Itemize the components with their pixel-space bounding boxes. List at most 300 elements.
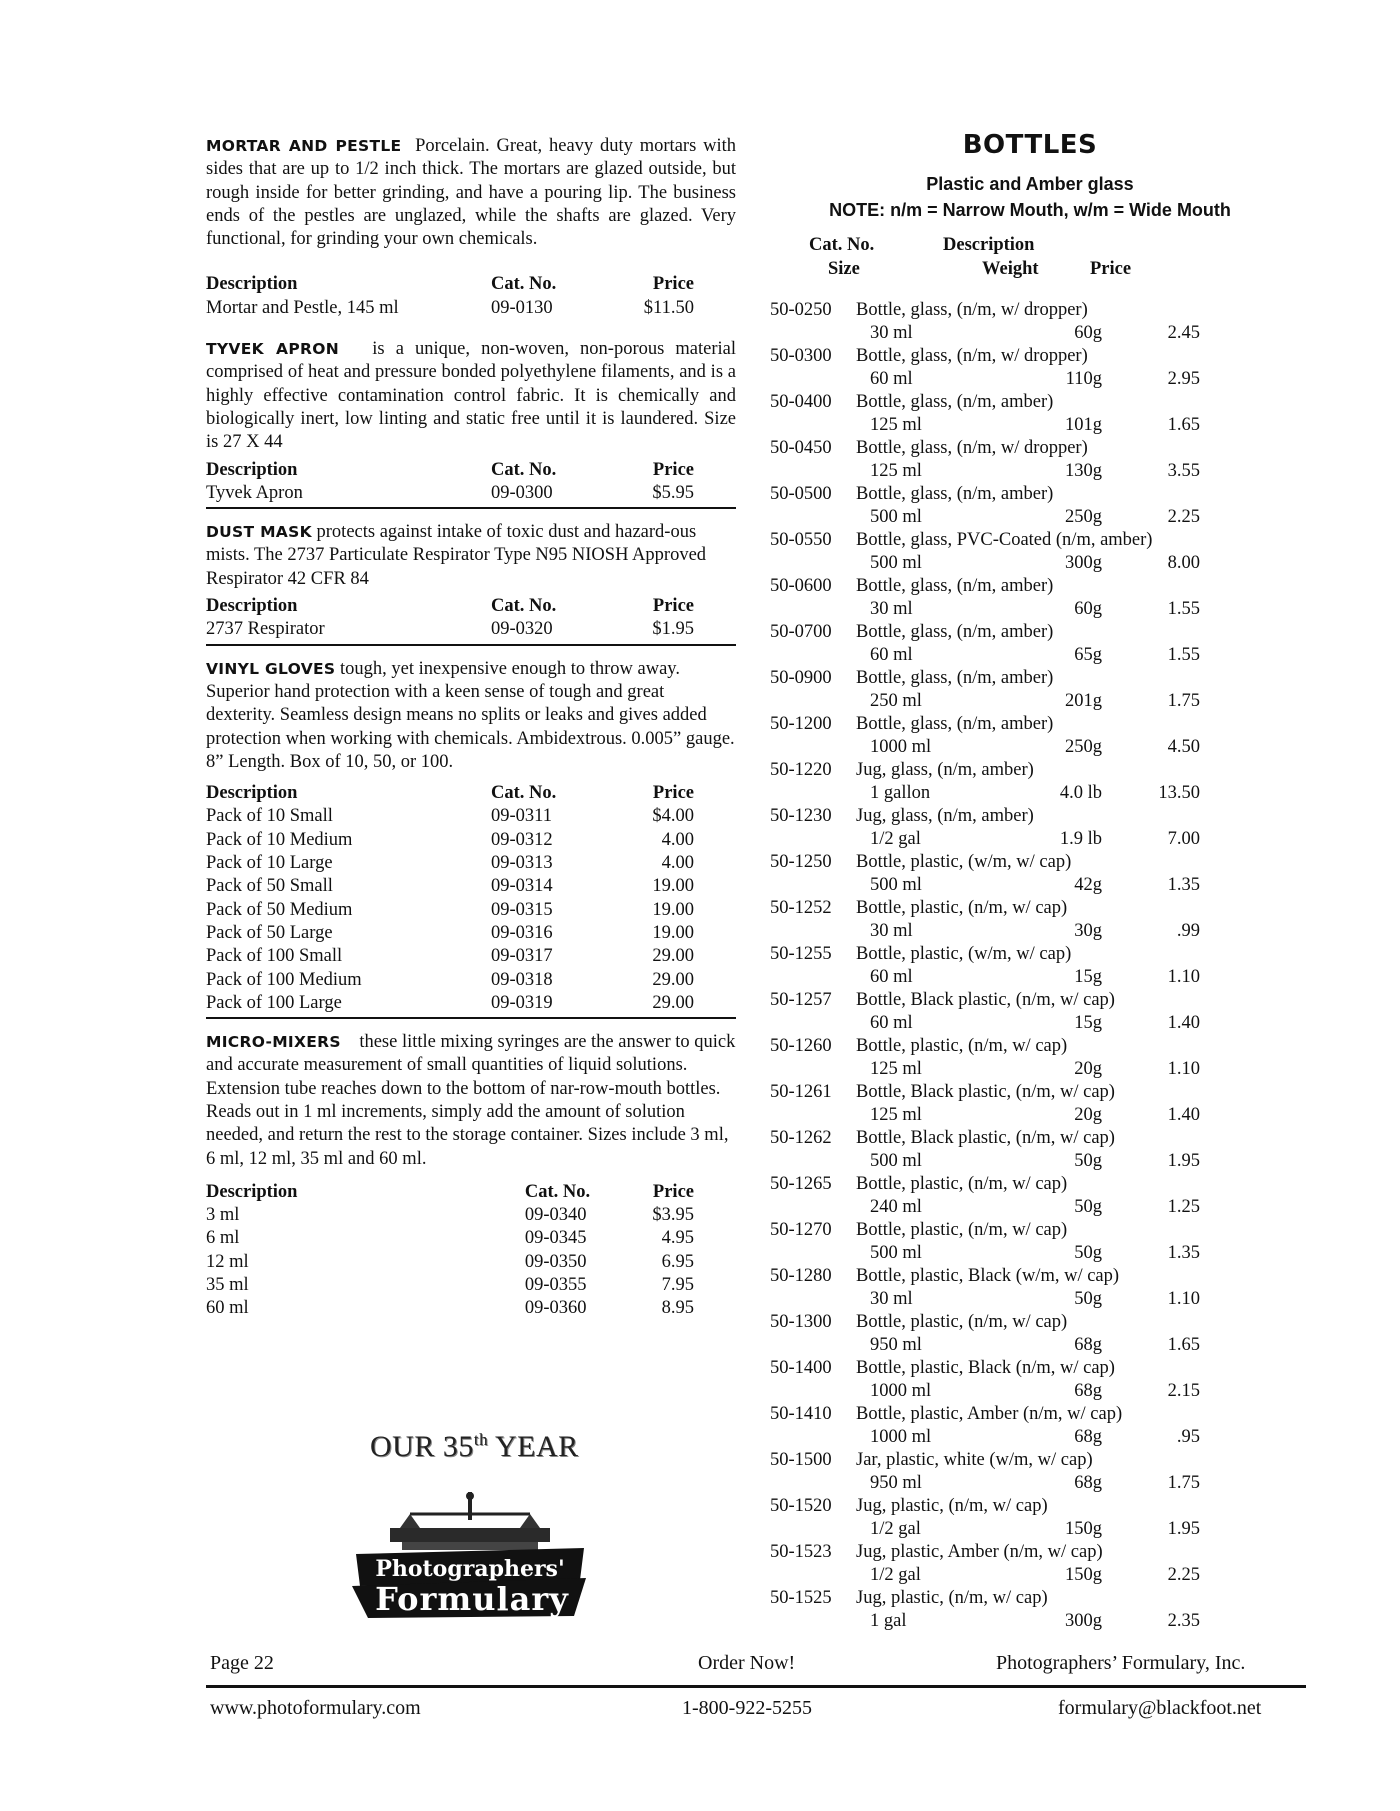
cell-price: 4.00 — [661, 829, 694, 850]
item-description: Bottle, glass, (n/m, w/ dropper) — [856, 438, 1088, 458]
item-size: 1/2 gal — [870, 1519, 921, 1539]
cell-description: Tyvek Apron — [206, 482, 303, 503]
cell-catno: 09-0340 — [524, 1205, 587, 1226]
table-row — [206, 969, 736, 992]
item-weight: 201g — [1065, 691, 1102, 711]
col-price: Price — [652, 783, 694, 804]
mask-text: protects against intake of toxic dust and hazard-ous mists. The 2737 Particulate Respirator Type N95 NIOSH Approved Respirator 42 CFR 84 — [206, 522, 707, 589]
logo-line1: Photographers' — [375, 1556, 565, 1582]
col-size: Size — [828, 259, 860, 279]
gloves-description — [206, 658, 736, 774]
item-catno: 50-1255 — [770, 944, 832, 964]
table-row — [206, 618, 736, 641]
item-catno: 50-0900 — [770, 668, 832, 688]
list-item — [770, 1495, 1290, 1541]
section-divider — [206, 644, 736, 646]
item-price: 3.55 — [1167, 461, 1200, 481]
item-size: 125 ml — [870, 461, 922, 481]
item-weight: 50g — [1074, 1243, 1102, 1263]
col-catno: Cat. No. — [491, 596, 557, 617]
gloves-section — [206, 658, 736, 1019]
cell-description: 2737 Respirator — [206, 619, 325, 640]
list-item — [770, 851, 1290, 897]
cell-description: Pack of 10 Medium — [206, 829, 353, 850]
col-weight: Weight — [982, 259, 1039, 279]
table-header-row — [206, 273, 736, 296]
cell-price: 29.00 — [652, 992, 694, 1013]
anniversary-number: OUR 35 — [370, 1430, 474, 1463]
cell-description: 3 ml — [206, 1205, 240, 1226]
item-description: Bottle, plastic, (w/m, w/ cap) — [856, 852, 1072, 872]
item-catno: 50-1220 — [770, 760, 832, 780]
cell-description: Pack of 100 Medium — [206, 969, 362, 990]
item-weight: 68g — [1074, 1335, 1102, 1355]
cell-description: Pack of 50 Large — [206, 922, 333, 943]
cell-price: $5.95 — [652, 482, 694, 503]
list-item — [770, 667, 1290, 713]
anniversary-text — [370, 1430, 579, 1464]
mixers-table — [206, 1181, 736, 1321]
list-item — [770, 1035, 1290, 1081]
col-price: Price — [652, 459, 694, 480]
item-price: 2.25 — [1167, 1565, 1200, 1585]
item-description: Bottle, Black plastic, (n/m, w/ cap) — [856, 1082, 1115, 1102]
table-row — [206, 829, 736, 852]
item-catno: 50-1262 — [770, 1128, 832, 1148]
cell-catno: 09-0317 — [491, 946, 553, 967]
item-size: 30 ml — [870, 323, 913, 343]
cell-catno: 09-0320 — [491, 619, 553, 640]
item-description: Bottle, plastic, (n/m, w/ cap) — [856, 1312, 1068, 1332]
gloves-heading: VINYL GLOVES — [206, 659, 336, 678]
cell-price: 4.00 — [661, 853, 694, 874]
item-weight: 4.0 lb — [1059, 783, 1102, 803]
cell-description: 60 ml — [206, 1298, 249, 1319]
list-item — [770, 437, 1290, 483]
cell-catno: 09-0319 — [491, 992, 553, 1013]
item-description: Bottle, plastic, (n/m, w/ cap) — [856, 1174, 1068, 1194]
item-price: 1.95 — [1167, 1519, 1200, 1539]
cell-description: Pack of 10 Large — [206, 853, 333, 874]
item-catno: 50-0700 — [770, 622, 832, 642]
cell-catno: 09-0355 — [524, 1275, 587, 1296]
mixers-text: these little mixing syringes are the answer to quick and accurate measurement of small quantities of liquid solutions. Extension tube reaches down to the bottom of nar-row-mouth bottles. Reads out in 1 ml increments, simply add the amount of solution needed, and return the rest to the storage container. Sizes include 3 ml, 6 ml, 12 ml, 35 ml and 60 ml. — [206, 1032, 736, 1169]
item-description: Bottle, Black plastic, (n/m, w/ cap) — [856, 1128, 1115, 1148]
item-weight: 110g — [1065, 369, 1102, 389]
item-weight: 1.9 lb — [1059, 829, 1102, 849]
mask-section — [206, 521, 736, 645]
photographers-formulary-logo — [350, 1490, 590, 1620]
item-catno: 50-1500 — [770, 1450, 832, 1470]
item-price: 1.65 — [1167, 1335, 1200, 1355]
cell-description: Pack of 100 Large — [206, 992, 342, 1013]
item-description: Bottle, glass, (n/m, amber) — [856, 668, 1054, 688]
item-catno: 50-1200 — [770, 714, 832, 734]
item-weight: 65g — [1074, 645, 1102, 665]
table-row — [206, 852, 736, 875]
gloves-table — [206, 782, 736, 1015]
table-row — [206, 1227, 736, 1250]
cell-price: $3.95 — [652, 1205, 694, 1226]
item-description: Bottle, glass, (n/m, w/ dropper) — [856, 300, 1088, 320]
item-size: 240 ml — [870, 1197, 922, 1217]
item-size: 500 ml — [870, 875, 922, 895]
mask-table — [206, 595, 736, 642]
item-price: 1.75 — [1167, 691, 1200, 711]
item-catno: 50-1280 — [770, 1266, 832, 1286]
mask-description — [206, 521, 736, 591]
col-description: Description — [206, 459, 298, 480]
bottles-title: BOTTLES — [962, 130, 1098, 160]
item-price: 2.25 — [1167, 507, 1200, 527]
item-catno: 50-0500 — [770, 484, 832, 504]
item-weight: 300g — [1065, 553, 1102, 573]
item-weight: 150g — [1065, 1565, 1102, 1585]
item-size: 30 ml — [870, 1289, 913, 1309]
apron-table — [206, 459, 736, 506]
cell-catno: 09-0312 — [491, 829, 553, 850]
list-item — [770, 1127, 1290, 1173]
item-size: 500 ml — [870, 507, 922, 527]
item-size: 30 ml — [870, 599, 913, 619]
table-row — [206, 1204, 736, 1227]
item-size: 1/2 gal — [870, 1565, 921, 1585]
cell-catno: 09-0130 — [491, 297, 553, 318]
list-item — [770, 1357, 1290, 1403]
item-price: 2.95 — [1167, 369, 1200, 389]
footer-divider — [206, 1685, 1306, 1688]
col-price: Price — [652, 1181, 694, 1202]
section-divider — [206, 1017, 736, 1019]
cell-catno: 09-0360 — [524, 1298, 587, 1319]
list-item — [770, 1541, 1290, 1587]
item-weight: 300g — [1065, 1611, 1102, 1631]
list-item — [770, 713, 1290, 759]
item-price: 13.50 — [1158, 783, 1200, 803]
item-description: Jug, plastic, Amber (n/m, w/ cap) — [856, 1542, 1103, 1562]
cell-catno: 09-0313 — [491, 853, 553, 874]
item-catno: 50-1523 — [770, 1542, 832, 1562]
item-size: 500 ml — [870, 1151, 922, 1171]
item-size: 125 ml — [870, 1105, 922, 1125]
table-row — [206, 482, 736, 505]
item-size: 60 ml — [870, 967, 913, 987]
table-row — [206, 1274, 736, 1297]
mixers-description — [206, 1031, 736, 1171]
col-description: Description — [206, 1181, 298, 1202]
item-size: 1 gal — [870, 1611, 907, 1631]
item-price: 1.35 — [1167, 1243, 1200, 1263]
bottles-subtitle: Plastic and Amber glass — [926, 174, 1134, 194]
item-price: 2.45 — [1167, 323, 1200, 343]
list-item — [770, 1449, 1290, 1495]
item-price: 1.55 — [1167, 599, 1200, 619]
bottles-header-row2 — [770, 259, 1290, 283]
list-item — [770, 1587, 1290, 1633]
item-description: Bottle, glass, (n/m, amber) — [856, 576, 1054, 596]
cell-catno: 09-0314 — [491, 876, 553, 897]
col-price: Price — [652, 596, 694, 617]
cell-description: Pack of 50 Small — [206, 876, 333, 897]
bottles-column — [770, 130, 1290, 1633]
table-row — [206, 1297, 736, 1320]
col-catno: Cat. No. — [491, 783, 557, 804]
item-price: 1.75 — [1167, 1473, 1200, 1493]
item-size: 1000 ml — [870, 1427, 932, 1447]
item-description: Bottle, plastic, Black (w/m, w/ cap) — [856, 1266, 1120, 1286]
item-weight: 60g — [1074, 323, 1102, 343]
item-catno: 50-1250 — [770, 852, 832, 872]
item-description: Bottle, glass, (n/m, w/ dropper) — [856, 346, 1088, 366]
item-price: 4.50 — [1167, 737, 1200, 757]
item-weight: 15g — [1074, 1013, 1102, 1033]
table-header-row — [206, 595, 736, 618]
item-weight: 30g — [1074, 921, 1102, 941]
item-price: 1.10 — [1167, 1059, 1200, 1079]
item-price: .99 — [1176, 921, 1200, 941]
bottles-note: NOTE: n/m = Narrow Mouth, w/m = Wide Mouth — [829, 200, 1231, 220]
table-row — [206, 945, 736, 968]
cell-price: 19.00 — [652, 876, 694, 897]
item-weight: 20g — [1074, 1059, 1102, 1079]
item-size: 500 ml — [870, 1243, 922, 1263]
table-row — [206, 992, 736, 1015]
item-catno: 50-1300 — [770, 1312, 832, 1332]
item-weight: 50g — [1074, 1151, 1102, 1171]
item-description: Jug, plastic, (n/m, w/ cap) — [856, 1588, 1048, 1608]
order-now: Order Now! — [698, 1652, 796, 1674]
col-catno: Cat. No. — [491, 459, 557, 480]
cell-price: $11.50 — [643, 297, 694, 318]
item-description: Bottle, plastic, (w/m, w/ cap) — [856, 944, 1072, 964]
mortar-description — [206, 135, 736, 251]
item-weight: 250g — [1065, 507, 1102, 527]
page-number: Page 22 — [210, 1652, 274, 1674]
item-weight: 68g — [1074, 1427, 1102, 1447]
item-weight: 20g — [1074, 1105, 1102, 1125]
apron-heading: TYVEK APRON — [206, 340, 339, 359]
item-weight: 150g — [1065, 1519, 1102, 1539]
item-price: 1.95 — [1167, 1151, 1200, 1171]
cell-catno: 09-0311 — [491, 806, 552, 827]
item-description: Bottle, glass, (n/m, amber) — [856, 622, 1054, 642]
item-description: Bottle, glass, (n/m, amber) — [856, 484, 1054, 504]
cell-price: 29.00 — [652, 946, 694, 967]
item-weight: 250g — [1065, 737, 1102, 757]
item-catno: 50-1270 — [770, 1220, 832, 1240]
item-weight: 68g — [1074, 1473, 1102, 1493]
item-catno: 50-0600 — [770, 576, 832, 596]
phone-number: 1-800-922-5255 — [682, 1697, 812, 1719]
item-weight: 50g — [1074, 1197, 1102, 1217]
cell-description: Pack of 50 Medium — [206, 899, 353, 920]
table-header-row — [206, 1181, 736, 1204]
item-size: 500 ml — [870, 553, 922, 573]
item-catno: 50-0400 — [770, 392, 832, 412]
cell-catno: 09-0318 — [491, 969, 553, 990]
item-description: Bottle, plastic, Amber (n/m, w/ cap) — [856, 1404, 1123, 1424]
item-price: 1.25 — [1167, 1197, 1200, 1217]
list-item — [770, 345, 1290, 391]
item-size: 60 ml — [870, 1013, 913, 1033]
item-description: Jug, glass, (n/m, amber) — [856, 760, 1034, 780]
item-catno: 50-1410 — [770, 1404, 832, 1424]
cell-catno: 09-0345 — [524, 1228, 587, 1249]
anniversary-suffix: th — [473, 1430, 489, 1449]
list-item — [770, 483, 1290, 529]
cell-price: 29.00 — [652, 969, 694, 990]
table-row — [206, 297, 736, 320]
list-item — [770, 1311, 1290, 1357]
item-size: 125 ml — [870, 1059, 922, 1079]
item-size: 1/2 gal — [870, 829, 921, 849]
col-description: Description — [206, 274, 298, 295]
cell-price: 4.95 — [661, 1228, 694, 1249]
item-description: Bottle, Black plastic, (n/m, w/ cap) — [856, 990, 1115, 1010]
item-weight: 42g — [1074, 875, 1102, 895]
col-catno: Cat. No. — [524, 1181, 591, 1202]
list-item — [770, 1081, 1290, 1127]
gloves-table-body — [206, 805, 736, 1015]
item-price: 1.55 — [1167, 645, 1200, 665]
cell-description: Pack of 100 Small — [206, 946, 343, 967]
item-description: Jar, plastic, white (w/m, w/ cap) — [856, 1450, 1093, 1470]
table-row — [206, 1251, 736, 1274]
item-size: 950 ml — [870, 1335, 922, 1355]
email-link[interactable]: formulary@blackfoot.net — [1058, 1697, 1262, 1719]
apron-section — [206, 338, 736, 509]
item-price: 7.00 — [1167, 829, 1200, 849]
list-item — [770, 1173, 1290, 1219]
bottles-list — [770, 299, 1290, 1633]
item-price: 8.00 — [1167, 553, 1200, 573]
cell-description: Pack of 10 Small — [206, 806, 333, 827]
list-item — [770, 943, 1290, 989]
cell-price: 19.00 — [652, 899, 694, 920]
table-header-row — [206, 459, 736, 482]
list-item — [770, 1265, 1290, 1311]
item-catno: 50-0250 — [770, 300, 832, 320]
col-price: Price — [652, 274, 694, 295]
mixers-table-body — [206, 1204, 736, 1320]
mixers-section — [206, 1031, 736, 1321]
cell-catno: 09-0315 — [491, 899, 553, 920]
item-description: Bottle, plastic, (n/m, w/ cap) — [856, 898, 1068, 918]
item-catno: 50-0450 — [770, 438, 832, 458]
col-catno: Cat. No. — [809, 235, 875, 255]
list-item — [770, 299, 1290, 345]
cell-price: 19.00 — [652, 922, 694, 943]
item-price: 1.65 — [1167, 415, 1200, 435]
item-catno: 50-1252 — [770, 898, 832, 918]
table-row — [206, 922, 736, 945]
item-weight: 50g — [1074, 1289, 1102, 1309]
list-item — [770, 529, 1290, 575]
item-catno: 50-0300 — [770, 346, 832, 366]
item-weight: 15g — [1074, 967, 1102, 987]
item-price: 1.40 — [1167, 1105, 1200, 1125]
item-size: 30 ml — [870, 921, 913, 941]
list-item — [770, 805, 1290, 851]
list-item — [770, 1219, 1290, 1265]
item-size: 250 ml — [870, 691, 922, 711]
footer-top — [206, 1652, 1296, 1678]
mortar-table — [206, 273, 736, 320]
item-size: 125 ml — [870, 415, 922, 435]
item-size: 950 ml — [870, 1473, 922, 1493]
cell-price: 6.95 — [661, 1251, 694, 1272]
balance-scale-icon — [390, 1492, 550, 1550]
anniversary-year: YEAR — [488, 1430, 579, 1463]
cell-price: 7.95 — [661, 1275, 694, 1296]
item-price: 2.35 — [1167, 1611, 1200, 1631]
list-item — [770, 391, 1290, 437]
item-catno: 50-1520 — [770, 1496, 832, 1516]
col-description: Description — [206, 783, 298, 804]
col-price: Price — [1090, 259, 1132, 279]
col-description: Description — [943, 235, 1035, 255]
item-description: Jug, glass, (n/m, amber) — [856, 806, 1034, 826]
gloves-text: tough, yet inexpensive enough to throw away. Superior hand protection with a keen sense of tough and great dexterity. Seamless design means no splits or leaks and gives added protection when working with chemicals. Ambidextrous. 0.005” gauge. 8” Length. Box of 10, 50, or 100. — [206, 658, 735, 772]
cell-description: 6 ml — [206, 1228, 240, 1249]
item-description: Bottle, glass, (n/m, amber) — [856, 392, 1054, 412]
table-row — [206, 875, 736, 898]
cell-description: Mortar and Pestle, 145 ml — [206, 297, 399, 318]
item-size: 1000 ml — [870, 1381, 932, 1401]
item-price: 1.40 — [1167, 1013, 1200, 1033]
mortar-section — [206, 135, 736, 320]
cell-catno: 09-0316 — [491, 922, 553, 943]
item-catno: 50-1230 — [770, 806, 832, 826]
cell-catno: 09-0350 — [524, 1251, 587, 1272]
table-row — [206, 899, 736, 922]
cell-catno: 09-0300 — [491, 482, 553, 503]
cell-price: $4.00 — [652, 806, 694, 827]
cell-price: 8.95 — [661, 1298, 694, 1319]
item-size: 60 ml — [870, 645, 913, 665]
list-item — [770, 759, 1290, 805]
table-header-row — [206, 782, 736, 805]
item-catno: 50-1525 — [770, 1588, 832, 1608]
item-weight: 130g — [1065, 461, 1102, 481]
col-description: Description — [206, 596, 298, 617]
item-weight: 101g — [1065, 415, 1102, 435]
item-description: Bottle, plastic, (n/m, w/ cap) — [856, 1220, 1068, 1240]
section-divider — [206, 507, 736, 509]
mortar-heading: MORTAR AND PESTLE — [206, 137, 402, 155]
logo-line2: Formulary — [375, 1580, 569, 1618]
website-link[interactable]: www.photoformulary.com — [210, 1697, 421, 1719]
item-description: Bottle, plastic, (n/m, w/ cap) — [856, 1036, 1068, 1056]
item-weight: 60g — [1074, 599, 1102, 619]
cell-description: 35 ml — [206, 1275, 249, 1296]
item-size: 1000 ml — [870, 737, 932, 757]
list-item — [770, 1403, 1290, 1449]
item-price: 1.35 — [1167, 875, 1200, 895]
list-item — [770, 621, 1290, 667]
mortar-text: Porcelain. Great, heavy duty mortars with sides that are up to 1/2 inch thick. The mortars are glazed outside, but rough inside for better grinding, and have a pouring lip. The business ends of the pestles are unglazed, while the shafts are glazed. Very functional, for grinding your own chemicals. — [206, 136, 736, 250]
item-size: 60 ml — [870, 369, 913, 389]
item-catno: 50-1400 — [770, 1358, 832, 1378]
apron-text: is a unique, non-woven, non-porous material comprised of heat and pressure bonded polyethylene filaments, and is a highly effective contamination control fabric. It is chemically and biologically inert, low linting and static free until it is laundered. Size is 27 X 44 — [206, 339, 736, 453]
item-description: Bottle, glass, (n/m, amber) — [856, 714, 1054, 734]
item-description: Bottle, plastic, Black (n/m, w/ cap) — [856, 1358, 1115, 1378]
item-description: Jug, plastic, (n/m, w/ cap) — [856, 1496, 1048, 1516]
item-catno: 50-0550 — [770, 530, 832, 550]
item-price: 1.10 — [1167, 967, 1200, 987]
company-name: Photographers’ Formulary, Inc. — [996, 1652, 1246, 1674]
table-row — [206, 805, 736, 828]
